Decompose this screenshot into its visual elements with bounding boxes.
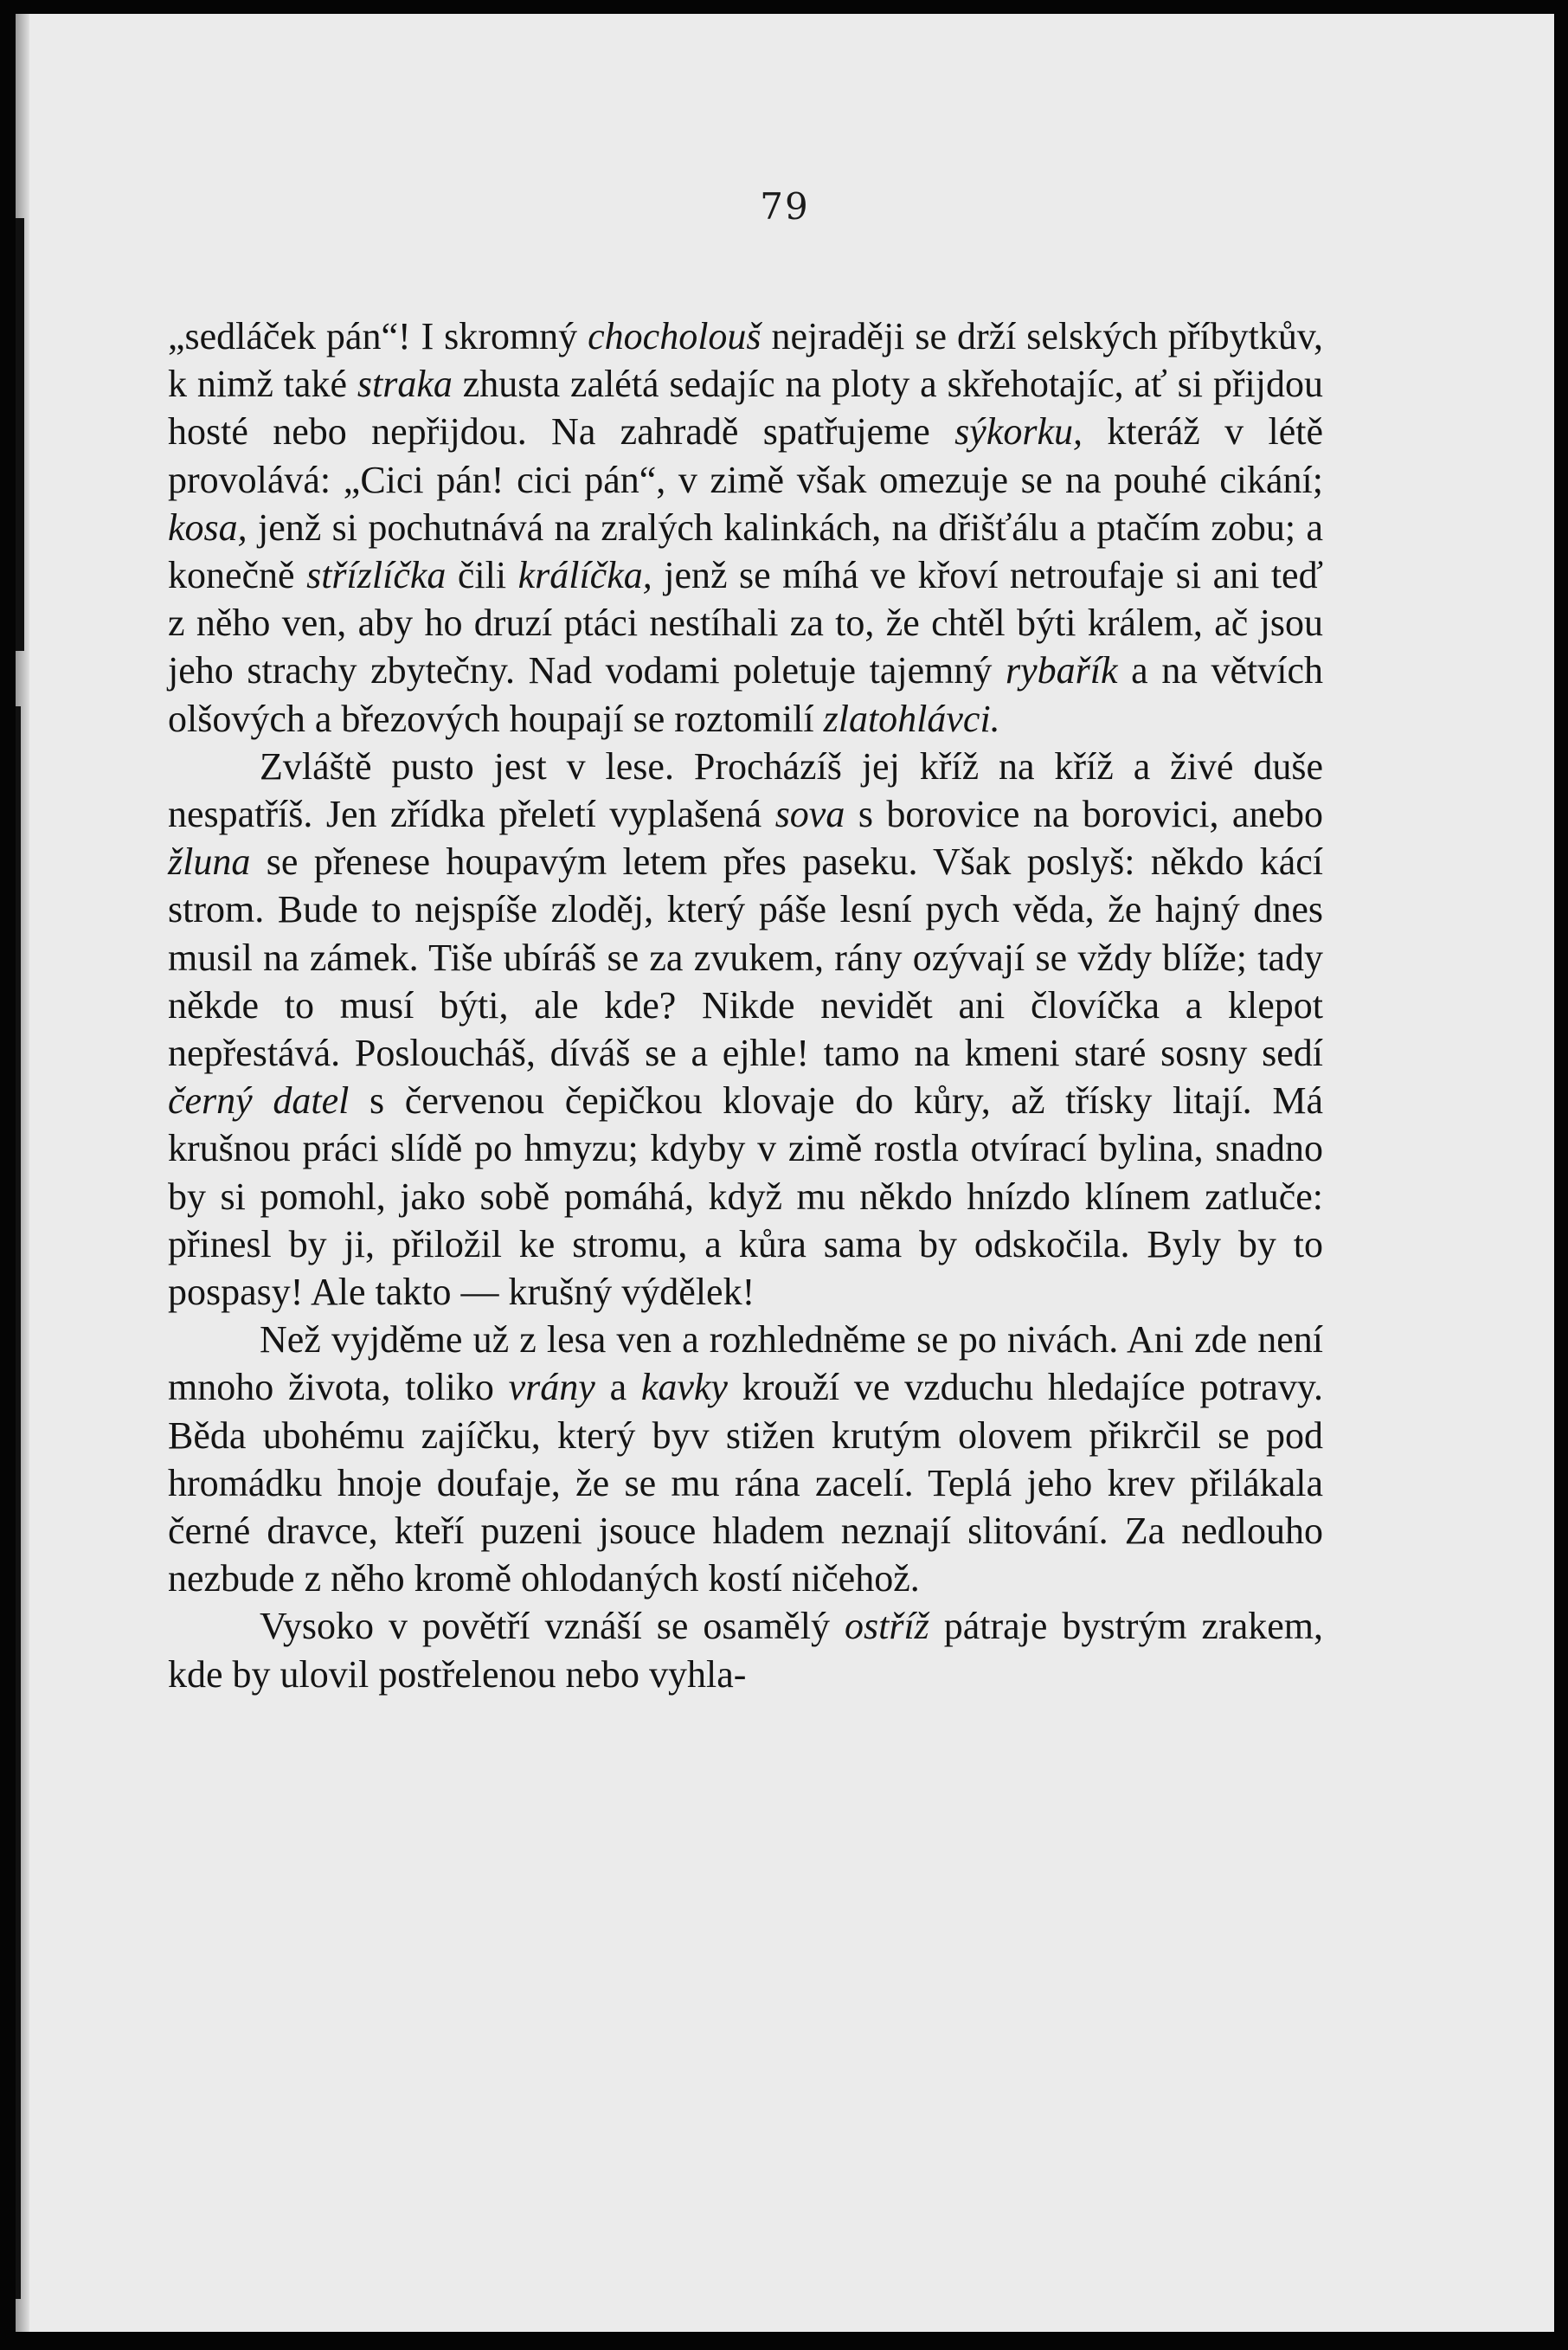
text-run: nejraději se drží selských příbytkův, k nimž také [168, 315, 1324, 406]
text-run: Vysoko v povětří vznáší se osamělý [260, 1605, 845, 1648]
italic-term: ostříž [844, 1605, 929, 1648]
binding-mark-lower [16, 706, 21, 2299]
paragraph [168, 1602, 1323, 1697]
italic-term: rybařík [1005, 649, 1118, 692]
text-run: Než vyjděme už z lesa ven a rozhledněme se po nivách. Ani zde není mnoho života, toliko [168, 1318, 1323, 1409]
text-run: se přenese houpavým letem přes paseku. Však poslyš: někdo kácí strom. Bude to nejspíše zloděj, který páše lesní pych věda, že hajný dnes musil na zámek. Tiše ubíráš se za zvukem, rány ozývají se vždy blíže; tady někde to musí býti, ale kde? Nikde nevidět ani človíčka a klepot nepřestává. Posloucháš, díváš se a ejhle! tamo na kmeni staré sosny sedí [168, 840, 1323, 1075]
italic-term: zlatohlávci. [823, 697, 1000, 740]
paragraph [168, 743, 1323, 1316]
text-run: s červenou čepičkou klovaje do kůry, až třísky litají. Má krušnou práci slídě po hmyzu; kdyby v zimě rostla otvírací bylina, snadno by si pomohl, jako sobě pomáhá, když mu někdo hnízdo klínem zatluče: přinesl by ji, přiložil ke stromu, a kůra sama by odskočila. Byly by to pospasy! Ale takto — krušný výdělek! [168, 1079, 1323, 1314]
binding-mark-upper [16, 218, 24, 651]
text-run: a na větvích olšových a březových houpají se roztomilí [168, 649, 1323, 740]
italic-term: černý datel [168, 1079, 350, 1123]
italic-term: králíčka, [517, 554, 652, 597]
italic-term: vrány [508, 1366, 595, 1409]
book-page [16, 14, 1554, 2332]
text-run: jenž si pochutnává na zralých kalinkách, na dřišťálu a ptačím zobu; a konečně [168, 505, 1323, 597]
italic-term: sova [774, 793, 845, 836]
italic-term: žluna [168, 840, 251, 884]
text-run: Zvláště pusto jest v lese. Procházíš jej kříž na kříž a živé duše nespatříš. Jen zřídka přeletí vyplašená [168, 744, 1323, 836]
italic-term: sýkorku, [954, 410, 1083, 454]
italic-term: chocholouš [588, 315, 762, 357]
text-run: s borovice na borovici, anebo [845, 793, 1323, 836]
paragraph [168, 1316, 1323, 1602]
text-run: čili [446, 554, 518, 597]
text-run: jenž se míhá ve křoví netroufaje si ani teď z něho ven, aby ho druzí ptáci nestíhali za to, že chtěl býti králem, ač jsou jeho strachy zbytečny. Nad vodami poletuje tajemný [168, 554, 1324, 692]
text-run: krouží ve vzduchu hledajíce potravy. Běda ubohému zajíčku, který byv stižen krutým olovem přikrčil se pod hromádku hnoje doufaje, že se mu rána zacelí. Teplá jeho krev přilákala černé dravce, kteří puzeni jsouce hladem neznají slitování. Za nedlouho nezbude z něho kromě ohlodaných kostí ničehož. [168, 1366, 1324, 1600]
body-text [168, 312, 1323, 1698]
page-number: 79 [760, 185, 810, 228]
text-run: kteráž v létě provolává: „Cici pán! cici pán“, v zimě však omezuje se na pouhé cikání; [168, 410, 1323, 501]
text-run: pátraje bystrým zrakem, kde by ulovil postřelenou nebo vyhla- [168, 1605, 1323, 1696]
italic-term: straka [357, 363, 453, 406]
italic-term: střízlíčka [306, 554, 447, 597]
text-run: „sedláček pán“! I skromný [168, 315, 588, 357]
text-run: zhusta zalétá sedajíc na ploty a skřehotajíc, ať si přijdou hosté nebo nepřijdou. Na zahradě spatřujeme [168, 363, 1323, 454]
italic-term: kavky [640, 1366, 728, 1409]
italic-term: kosa, [168, 505, 247, 549]
text-run: a [594, 1366, 641, 1409]
paragraph [168, 312, 1323, 743]
